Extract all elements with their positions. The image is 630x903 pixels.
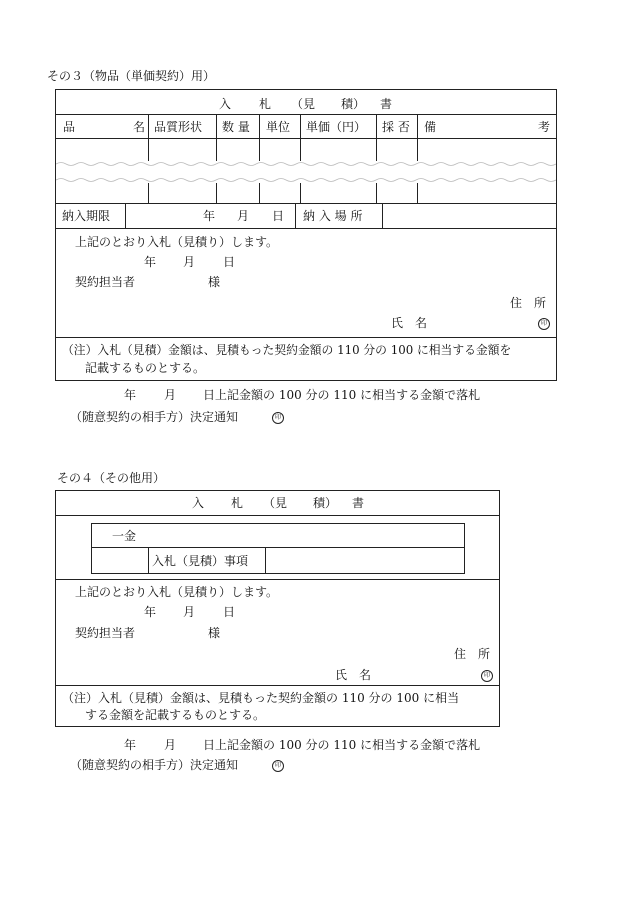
form4-date-month: 月	[183, 605, 196, 619]
form3-note-line2: 記載するものとする。	[85, 361, 206, 375]
form3-title-char: 入	[219, 97, 232, 111]
delivery-day: 日	[272, 209, 285, 223]
delivery-place-label: 納 入 場 所	[303, 209, 363, 223]
col-remarks-label-b: 考	[538, 120, 551, 134]
form4-note-line1: （注）入札（見積）金額は、見積もった契約金額の 110 分の 100 に相当	[62, 691, 460, 705]
form4-official-label: 契約担当者	[75, 626, 136, 640]
form3-title-char: 積）	[341, 97, 366, 111]
col-unit-label: 単位	[266, 120, 291, 134]
col-quantity-label: 数 量	[222, 120, 250, 134]
form4-note-line2: する金額を記載するものとする。	[85, 708, 266, 722]
form3-award-year: 年	[124, 388, 137, 402]
form3-note-line1: （注）入札（見積）金額は、見積もった契約金額の 110 分の 100 に相当する金額を	[62, 343, 512, 357]
form4-address-label: 住 所	[454, 647, 491, 661]
form3-statement: 上記のとおり入札（見積り）します。	[75, 235, 279, 249]
form3-title-char: 札	[259, 97, 272, 111]
delivery-deadline-label: 納入期限	[62, 209, 111, 223]
form3-date-day: 日	[223, 255, 236, 269]
form4-heading: その４（その他用）	[57, 471, 166, 485]
form4-award-month: 月	[164, 738, 177, 752]
form3-award-month: 月	[164, 388, 177, 402]
amount-label: 一金	[112, 529, 137, 543]
form4-title-char: （見	[263, 496, 288, 510]
form3-decision-text: （随意契約の相手方）決定通知	[70, 410, 239, 424]
form4-date-year: 年	[144, 605, 157, 619]
form4-name-label: 氏 名	[335, 668, 372, 682]
seal-icon: 印	[272, 412, 284, 424]
col-adoption-label: 採 否	[382, 120, 410, 134]
form3-name-label: 氏 名	[391, 316, 428, 330]
form4-title-char: 積）	[313, 496, 338, 510]
form3-official-label: 契約担当者	[75, 275, 136, 289]
seal-icon: 印	[272, 760, 284, 772]
seal-icon: 印	[481, 670, 493, 682]
col-quality-label: 品質形状	[154, 120, 203, 134]
col-unit-price-label: 単価（円）	[306, 120, 367, 134]
form4-title-char: 書	[352, 496, 365, 510]
col-item-label-a: 品	[63, 120, 76, 134]
form3-heading: その３（物品（単価契約）用）	[47, 69, 216, 83]
form3-award-text: 日上記金額の 100 分の 110 に相当する金額で落札	[203, 388, 481, 402]
form4-honorific: 様	[208, 626, 221, 640]
form4-decision-text: （随意契約の相手方）決定通知	[70, 758, 239, 772]
form3-date-year: 年	[144, 255, 157, 269]
form3-title-char: 書	[380, 97, 393, 111]
col-remarks-label-a: 備	[424, 120, 437, 134]
form4-title-char: 入	[192, 496, 205, 510]
delivery-year: 年	[203, 209, 216, 223]
form4-award-text: 日上記金額の 100 分の 110 に相当する金額で落札	[203, 738, 481, 752]
delivery-month: 月	[237, 209, 250, 223]
form4-title-char: 札	[231, 496, 244, 510]
matter-label: 入札（見積）事項	[152, 554, 249, 568]
form4-date-day: 日	[223, 605, 236, 619]
seal-icon: 印	[538, 318, 550, 330]
form3-title-char: （見	[291, 97, 316, 111]
form3-address-label: 住 所	[510, 296, 547, 310]
form3-date-month: 月	[183, 255, 196, 269]
form3-honorific: 様	[208, 275, 221, 289]
table-break-wave	[56, 158, 556, 186]
col-item-label-b: 名	[133, 120, 146, 134]
form4-statement: 上記のとおり入札（見積り）します。	[75, 585, 279, 599]
form4-award-year: 年	[124, 738, 137, 752]
